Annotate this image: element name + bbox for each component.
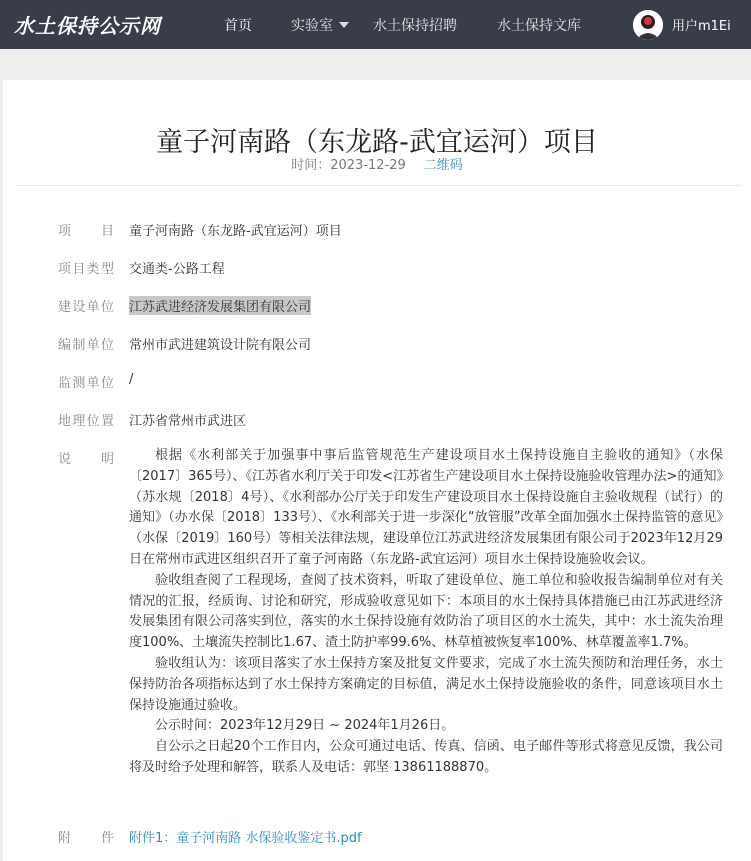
page-title: 童子河南路（东龙路-武宜运河）项目 bbox=[156, 127, 598, 159]
user-avatar[interactable] bbox=[633, 10, 663, 40]
field-value: 江苏省常州市武进区 bbox=[129, 414, 247, 429]
publish-date: 2023-12-29 bbox=[330, 158, 406, 173]
divider bbox=[17, 185, 742, 186]
nav-lab[interactable] bbox=[291, 15, 349, 35]
nav-lab-label: 实验室 bbox=[291, 18, 333, 34]
avatar-icon bbox=[633, 10, 663, 40]
description-paragraph: 验收组查阅了工程现场，查阅了技术资料，听取了建设单位、施工单位和验收报告编制单位对有关情况的汇报，经质询、讨论和研究，形成验收意见如下：本项目的水土保持具体措施已由江苏武进经济发展集团有限公司落实到位，落实的水土保持设施有效防治了项目区的水土流失，其中：水土流失治理度100%、土壤流失控制比1.67、渣土防护率99.6%、林草植被恢复率100%、林草覆盖率1.7%。 bbox=[129, 572, 723, 651]
article-card bbox=[3, 80, 751, 861]
attachment-link[interactable]: 附件1：童子河南路 水保验收鉴定书.pdf bbox=[129, 831, 362, 846]
field-label: 地理位置 bbox=[58, 414, 114, 429]
field-label: 项目类型 bbox=[58, 262, 114, 277]
field-label: 监测单位 bbox=[58, 376, 114, 391]
caret-down-icon bbox=[339, 22, 349, 28]
field-value: 童子河南路（东龙路-武宜运河）项目 bbox=[129, 224, 342, 239]
qrcode-link[interactable]: 二维码 bbox=[423, 158, 463, 173]
field-label: 附件 bbox=[58, 831, 114, 846]
nav-recruitment[interactable]: 水土保持招聘 bbox=[373, 18, 457, 34]
field-label: 建设单位 bbox=[58, 300, 114, 315]
description-text bbox=[129, 446, 723, 779]
site-logo[interactable]: 水土保持公示网 bbox=[14, 14, 161, 38]
description-paragraph: 验收组认为：该项目落实了水土保持方案及批复文件要求，完成了水土流失预防和治理任务，水土保持防治各项指标达到了水土保持方案确定的目标值，满足水土保持设施验收的条件，同意该项目水土保持设施通过验收。 bbox=[129, 655, 723, 713]
user-name[interactable]: 用户m1Ei bbox=[672, 19, 731, 34]
field-value: 常州市武进建筑设计院有限公司 bbox=[129, 338, 312, 353]
field-label: 说明 bbox=[58, 452, 114, 467]
description-paragraph: 根据《水利部关于加强事中事后监管规范生产建设项目水土保持设施自主验收的通知》（水保〔2017〕365号）、《江苏省水利厅关于印发<江苏省生产建设项目水土保持设施验收管理办法>的通知》（苏水规〔2018〕4号）、《水利部办公厅关于印发生产建设项目水土保持设施自主验收规程（试行）的通知》（办水保〔2018〕133号）、《水利部关于进一步深化“放管服”改革全面加强水土保持监管的意见》（水保〔2019〕160号）等相关法律法规，建设单位江苏武进经济发展集团有限公司于2023年12月29日在常州市武进区组织召开了童子河南路（东龙路-武宜运河）项目水土保持设施验收会议。 bbox=[129, 448, 723, 567]
nav-home[interactable]: 首页 bbox=[224, 18, 252, 34]
field-label: 项目 bbox=[58, 224, 114, 239]
field-value-highlighted[interactable]: 江苏武进经济发展集团有限公司 bbox=[129, 296, 311, 315]
description-paragraph: 自公示之日起20个工作日内，公众可通过电话、传真、信函、电子邮件等形式将意见反馈，我公司将及时给予处理和解答，联系人及电话：郭坚 13861188870。 bbox=[129, 739, 723, 775]
time-label: 时间： bbox=[291, 158, 331, 173]
field-value: 交通类-公路工程 bbox=[129, 262, 225, 277]
nav-library[interactable]: 水土保持文库 bbox=[497, 18, 581, 34]
field-label: 编制单位 bbox=[58, 338, 114, 353]
description-paragraph: 公示时间：2023年12月29日 ~ 2024年1月26日。 bbox=[155, 718, 455, 734]
article-meta bbox=[3, 154, 751, 173]
field-value: / bbox=[129, 372, 134, 387]
top-navbar bbox=[0, 0, 751, 49]
